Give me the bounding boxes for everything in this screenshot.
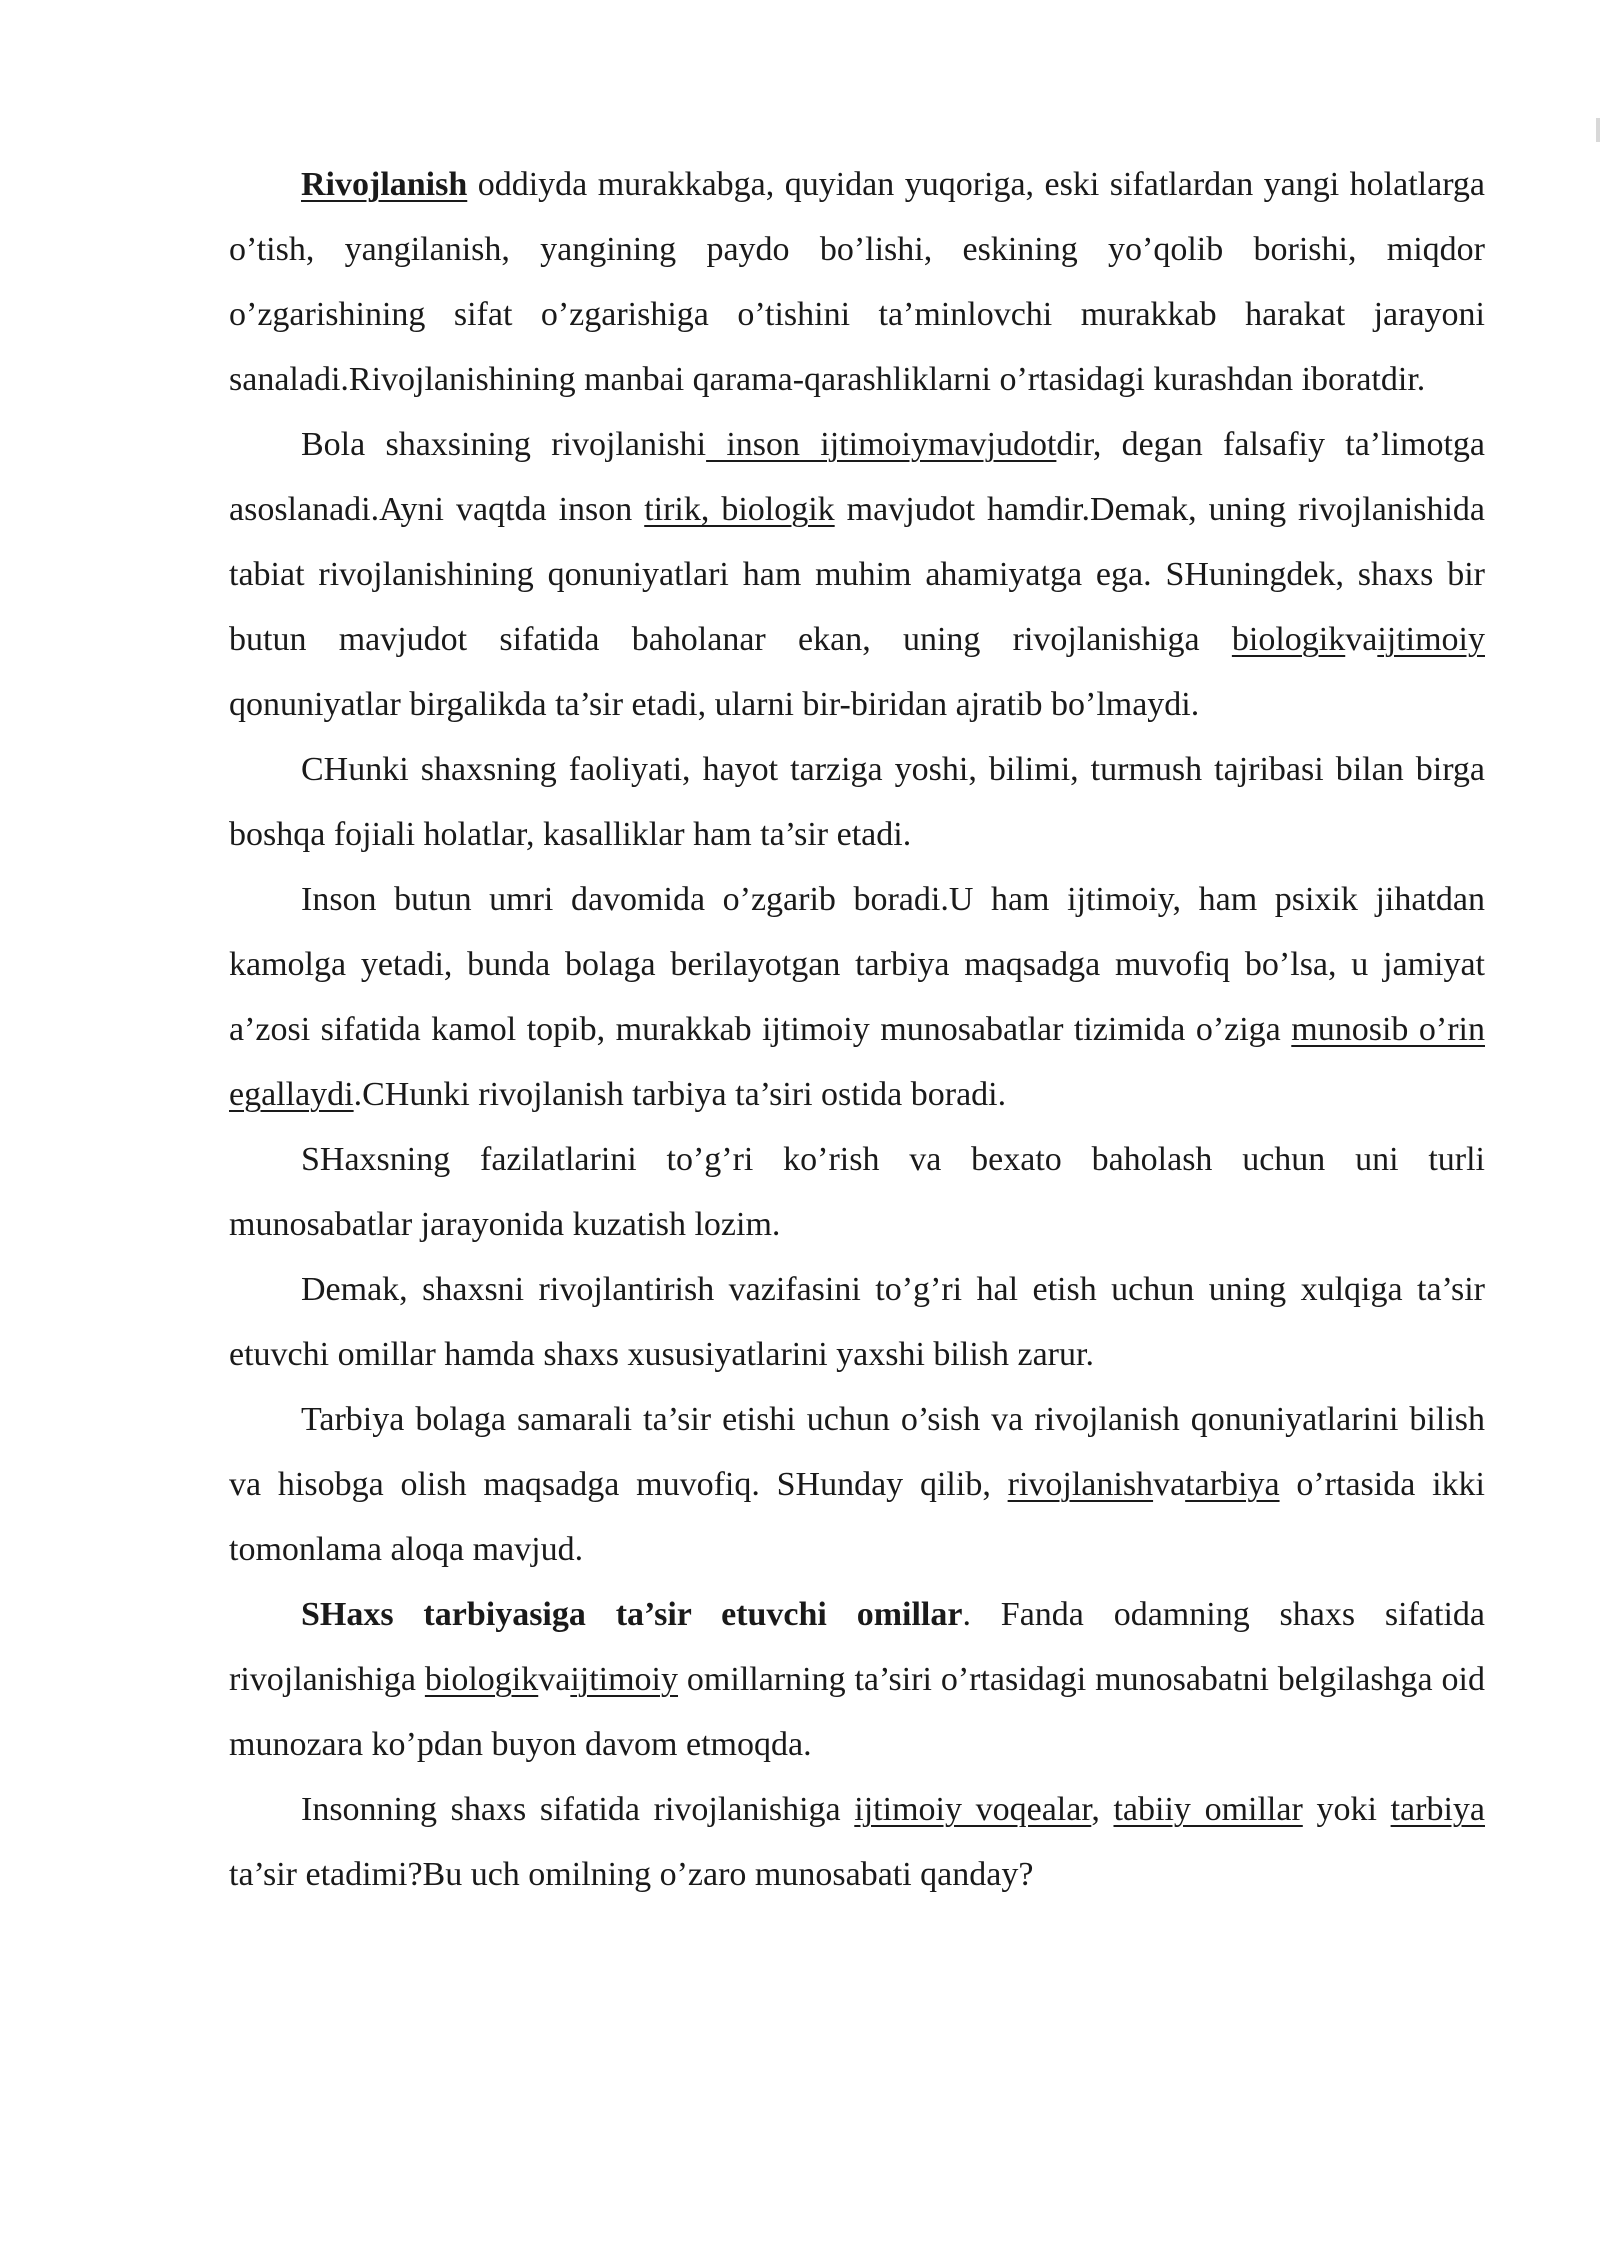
- paragraph-4: [229, 867, 1485, 1127]
- text-segment: mavjudot hamdir.Demak, uning rivojlanishida tabiat rivojlanishining qonuniyatlari ham muhim ahamiyatga ega. SHuningdek, shaxs bir butun mavjudot sifatida baholanar ekan, uning rivojlanishiga: [229, 491, 1486, 658]
- paragraph-9: [229, 1777, 1485, 1907]
- paragraph-8: [229, 1582, 1485, 1777]
- text-segment: dir, degan falsafiy ta’limotga asoslanadi.Ayni vaqtda inson: [229, 426, 1485, 528]
- underlined-term: tabiiy omillar: [1113, 1791, 1303, 1828]
- page-edge-mark: [1596, 118, 1600, 142]
- text-segment: va: [1345, 621, 1378, 658]
- text-segment: yoki: [1302, 1791, 1391, 1828]
- underlined-term: rivojlanish: [1007, 1466, 1154, 1503]
- paragraph-1: [229, 152, 1485, 412]
- text-segment: Bola shaxsining rivojlanishi: [301, 426, 707, 463]
- text-segment: qonuniyatlar birgalikda ta’sir etadi, ularni bir-biridan ajratib bo’lmaydi.: [229, 686, 1200, 723]
- text-segment: Tarbiya bolaga samarali ta’sir etishi uchun o’sish va rivojlanish qonuniyatlarini bilish va hisobga olish maqsadga muvofiq. SHunday qilib,: [229, 1401, 1485, 1503]
- paragraph-3: [229, 737, 1485, 867]
- underlined-term: inson ijtimoiymavjudot: [706, 426, 1057, 463]
- underlined-term: munosib o’rin egallaydi: [229, 1011, 1485, 1113]
- underlined-term: ijtimoiy: [1377, 621, 1485, 658]
- underlined-term: biologik: [424, 1661, 539, 1698]
- underlined-term: ijtimoiy: [570, 1661, 679, 1698]
- text-segment: va: [1153, 1466, 1186, 1503]
- underlined-term: tarbiya: [1185, 1466, 1280, 1503]
- text-segment: Demak, shaxsni rivojlantirish vazifasini to’g’ri hal etish uchun uning xulqiga ta’sir etuvchi omillar hamda shaxs xususiyatlarini yaxshi bilish zarur.: [229, 1271, 1485, 1373]
- text-segment: CHunki shaxsning faoliyati, hayot tarziga yoshi, bilimi, turmush tajribasi bilan birga boshqa fojiali holatlar, kasalliklar ham ta’sir etadi.: [229, 751, 1485, 853]
- underlined-term: tarbiya: [1390, 1791, 1485, 1828]
- underlined-term: biologik: [1231, 621, 1346, 658]
- underlined-term: ijtimoiy voqealar: [854, 1791, 1092, 1828]
- text-segment: Insonning shaxs sifatida rivojlanishiga: [301, 1791, 855, 1828]
- paragraph-7: [229, 1387, 1485, 1582]
- text-segment: ,: [1091, 1791, 1114, 1828]
- section-heading-inline: SHaxs tarbiyasiga ta’sir etuvchi omillar: [301, 1596, 963, 1633]
- text-segment: oddiyda murakkabga, quyidan yuqoriga, eski sifatlardan yangi holatlarga o’tish, yangilanish, yangining paydo bo’lishi, eskining yo’qolib borishi, miqdor o’zgarishining sifat o’zgarishiga o’tishini ta’minlovchi murakkab harakat jarayoni sanaladi.Rivojlanishining manbai qarama-qarashliklarni o’rtasidagi kurashdan iboratdir.: [229, 166, 1485, 398]
- document-page: [229, 152, 1485, 1907]
- paragraph-6: [229, 1257, 1485, 1387]
- text-segment: .CHunki rivojlanish tarbiya ta’siri ostida boradi.: [353, 1076, 1007, 1113]
- text-segment: Inson butun umri davomida o’zgarib boradi.U ham ijtimoiy, ham psixik jihatdan kamolga yetadi, bunda bolaga berilayotgan tarbiya maqsadga muvofiq bo’lsa, u jamiyat a’zosi sifatida kamol topib, murakkab ijtimoiy munosabatlar tizimida o’ziga: [229, 881, 1485, 1048]
- paragraph-5: [229, 1127, 1485, 1257]
- underlined-term: tirik, biologik: [644, 491, 835, 528]
- text-segment: . Fanda odamning shaxs sifatida rivojlanishiga: [229, 1596, 1486, 1698]
- term-rivojlanish: Rivojlanish: [301, 166, 468, 203]
- text-segment: ta’sir etadimi?Bu uch omilning o’zaro munosabati qanday?: [229, 1856, 1034, 1893]
- text-segment: omillarning ta’siri o’rtasidagi munosabatni belgilashga oid munozara ko’pdan buyon davom etmoqda.: [229, 1661, 1486, 1763]
- text-segment: o’rtasida ikki tomonlama aloqa mavjud.: [229, 1466, 1485, 1568]
- paragraph-2: [229, 412, 1485, 737]
- text-segment: va: [538, 1661, 571, 1698]
- text-segment: SHaxsning fazilatlarini to’g’ri ko’rish va bexato baholash uchun uni turli munosabatlar jarayonida kuzatish lozim.: [229, 1141, 1485, 1243]
